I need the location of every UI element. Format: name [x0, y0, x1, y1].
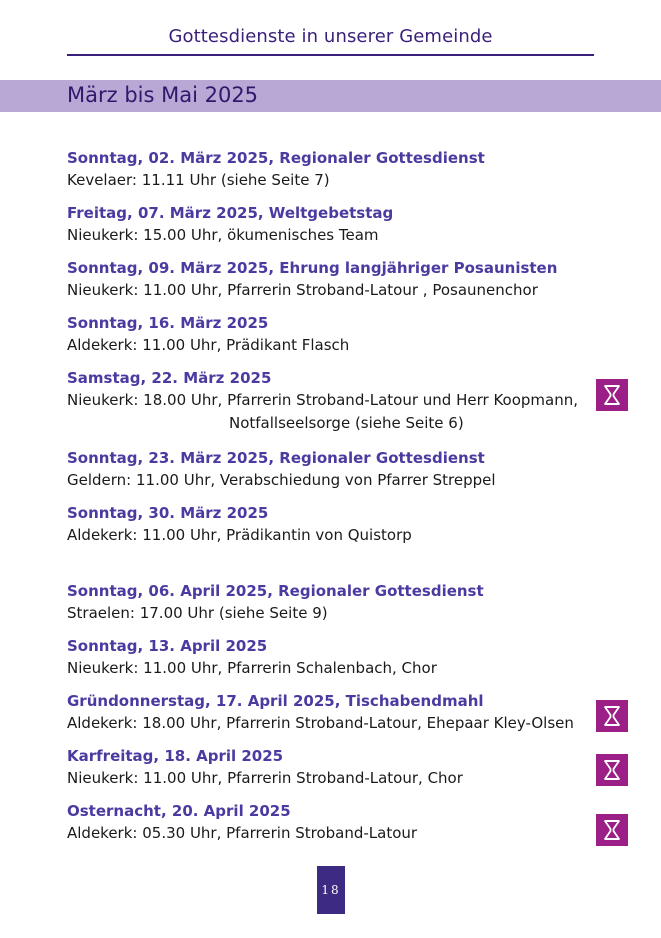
service-title: Gründonnerstag, 17. April 2025, Tischabendmahl — [67, 692, 484, 710]
service-entry — [67, 580, 607, 625]
communion-chalice-icon — [596, 814, 628, 846]
service-title: Sonntag, 02. März 2025, Regionaler Gottesdienst — [67, 149, 485, 167]
service-title: Sonntag, 09. März 2025, Ehrung langjähriger Posaunisten — [67, 259, 558, 277]
communion-chalice-icon — [596, 379, 628, 411]
service-detail: Nieukerk: 11.00 Uhr, Pfarrerin Schalenbach, Chor — [67, 659, 437, 677]
service-detail: Aldekerk: 11.00 Uhr, Prädikantin von Quistorp — [67, 526, 412, 544]
service-title: Sonntag, 30. März 2025 — [67, 504, 269, 522]
service-detail-continued: Notfallseelsorge (siehe Seite 6) — [229, 414, 464, 432]
service-detail: Nieukerk: 18.00 Uhr, Pfarrerin Stroband-Latour und Herr Koopmann, — [67, 391, 578, 409]
service-title: Karfreitag, 18. April 2025 — [67, 747, 284, 765]
service-title: Osternacht, 20. April 2025 — [67, 802, 291, 820]
communion-chalice-icon — [596, 754, 628, 786]
service-title: Samstag, 22. März 2025 — [67, 369, 272, 387]
service-entry — [67, 635, 607, 680]
page-number-tab — [317, 866, 345, 914]
service-detail: Aldekerk: 05.30 Uhr, Pfarrerin Stroband-Latour — [67, 824, 418, 842]
service-entry — [67, 447, 607, 492]
service-detail: Kevelaer: 11.11 Uhr (siehe Seite 7) — [67, 171, 330, 189]
service-detail: Nieukerk: 11.00 Uhr, Pfarrerin Stroband-Latour , Posaunenchor — [67, 281, 538, 299]
service-entry — [67, 202, 607, 247]
service-entry — [67, 690, 607, 735]
service-detail: Aldekerk: 18.00 Uhr, Pfarrerin Stroband-Latour, Ehepaar Kley-Olsen — [67, 714, 574, 732]
service-entry — [67, 502, 607, 547]
page-number: 18 — [321, 883, 341, 897]
service-title: Freitag, 07. März 2025, Weltgebetstag — [67, 204, 394, 222]
service-title: Sonntag, 16. März 2025 — [67, 314, 269, 332]
service-entry — [67, 147, 607, 192]
service-detail: Nieukerk: 11.00 Uhr, Pfarrerin Stroband-Latour, Chor — [67, 769, 463, 787]
service-detail: Straelen: 17.00 Uhr (siehe Seite 9) — [67, 604, 328, 622]
service-title: Sonntag, 13. April 2025 — [67, 637, 268, 655]
service-detail: Aldekerk: 11.00 Uhr, Prädikant Flasch — [67, 336, 350, 354]
communion-chalice-icon — [596, 700, 628, 732]
service-entry — [67, 367, 607, 435]
service-title: Sonntag, 06. April 2025, Regionaler Gottesdienst — [67, 582, 484, 600]
service-entry — [67, 800, 607, 845]
service-entry — [67, 312, 607, 357]
section-title: März bis Mai 2025 — [67, 83, 259, 107]
service-entry — [67, 257, 607, 302]
section-band — [0, 80, 661, 112]
service-detail: Nieukerk: 15.00 Uhr, ökumenisches Team — [67, 226, 379, 244]
page-header-title: Gottesdienste in unserer Gemeinde — [168, 26, 493, 47]
header-divider — [67, 54, 594, 56]
service-detail: Geldern: 11.00 Uhr, Verabschiedung von Pfarrer Streppel — [67, 471, 496, 489]
service-entry — [67, 745, 607, 790]
service-title: Sonntag, 23. März 2025, Regionaler Gottesdienst — [67, 449, 485, 467]
